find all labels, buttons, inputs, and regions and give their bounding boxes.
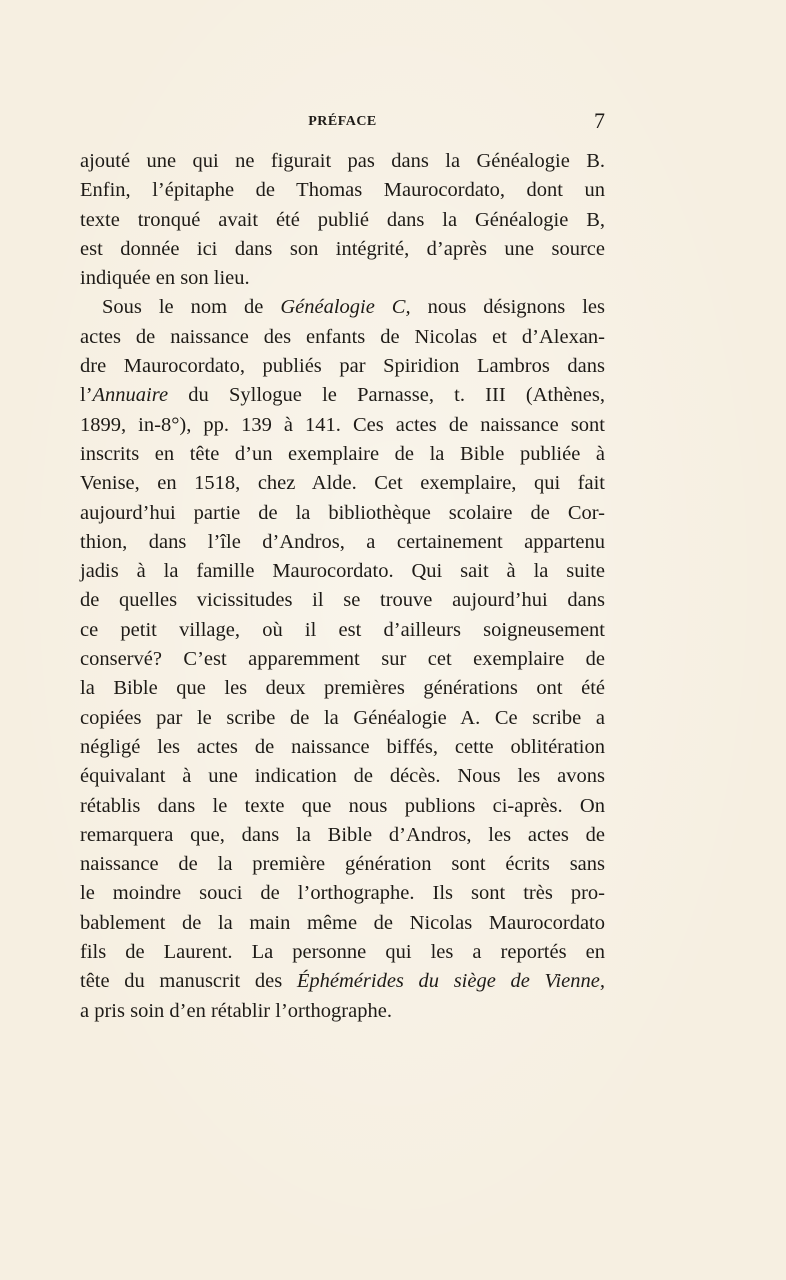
text-line: a pris soin d’en rétablir l’orthographe. bbox=[80, 999, 392, 1022]
text-line: ce petit village, où il est d’ailleurs soigneusement bbox=[80, 618, 605, 641]
text-segment: du Syllogue le Parnasse, t. III (Athènes, bbox=[168, 384, 605, 407]
text-segment: nous désignons les bbox=[410, 296, 606, 319]
text-line: jadis à la famille Maurocordato. Qui sait à la suite bbox=[80, 560, 605, 583]
text-line: bablement de la main même de Nicolas Maurocordato bbox=[80, 911, 605, 934]
text-segment: tête du manuscrit des bbox=[80, 970, 297, 993]
text-segment: l’ bbox=[80, 384, 93, 407]
page-header bbox=[80, 108, 605, 136]
text-line: 1899, in-8°), pp. 139 à 141. Ces actes de naissance sont bbox=[80, 413, 605, 436]
text-segment: Sous le nom de bbox=[102, 296, 281, 319]
text-line: de quelles vicissitudes il se trouve aujourd’hui dans bbox=[80, 589, 605, 612]
text-line: fils de Laurent. La personne qui les a reportés en bbox=[80, 941, 605, 964]
text-line: la Bible que les deux premières générations ont été bbox=[80, 677, 605, 700]
text-line: inscrits en tête d’un exemplaire de la Bible publiée à bbox=[80, 442, 605, 465]
text-line bbox=[80, 293, 605, 322]
text-line: est donnée ici dans son intégrité, d’après une source bbox=[80, 237, 605, 260]
text-line: copiées par le scribe de la Généalogie A. Ce scribe a bbox=[80, 706, 605, 729]
text-line: thion, dans l’île d’Andros, a certainement appartenu bbox=[80, 530, 605, 553]
text-line: Enfin, l’épitaphe de Thomas Maurocordato, dont un bbox=[80, 179, 605, 202]
text-line bbox=[80, 967, 605, 996]
text-line: équivalant à une indication de décès. Nous les avons bbox=[80, 765, 605, 788]
text-line: indiquée en son lieu. bbox=[80, 267, 250, 290]
text-line: dre Maurocordato, publiés par Spiridion Lambros dans bbox=[80, 355, 605, 378]
text-line: ajouté une qui ne figurait pas dans la Généalogie B. bbox=[80, 150, 605, 172]
body-text bbox=[80, 147, 605, 1026]
page-number: 7 bbox=[594, 108, 605, 133]
italic-title: Éphémérides du siège de Vienne, bbox=[296, 970, 605, 993]
text-line: actes de naissance des enfants de Nicolas et d’Alexan- bbox=[80, 325, 605, 348]
text-line: naissance de la première génération sont écrits sans bbox=[80, 853, 605, 876]
text-line: aujourd’hui partie de la bibliothèque scolaire de Cor- bbox=[80, 501, 605, 524]
text-line: le moindre souci de l’orthographe. Ils sont très pro- bbox=[80, 882, 605, 905]
text-line: Venise, en 1518, chez Alde. Cet exemplaire, qui fait bbox=[80, 472, 605, 495]
text-line bbox=[80, 381, 605, 410]
italic-title: Généalogie C, bbox=[280, 296, 411, 319]
text-line: texte tronqué avait été publié dans la Généalogie B, bbox=[80, 208, 605, 231]
running-head: PRÉFACE bbox=[308, 114, 377, 129]
text-line: remarquera que, dans la Bible d’Andros, les actes de bbox=[80, 823, 605, 846]
text-line: rétablis dans le texte que nous publions ci-après. On bbox=[80, 794, 605, 817]
text-line: conservé? C’est apparemment sur cet exemplaire de bbox=[80, 648, 605, 671]
italic-title: Annuaire bbox=[92, 384, 169, 407]
text-line: négligé les actes de naissance biffés, cette oblitération bbox=[80, 735, 605, 758]
